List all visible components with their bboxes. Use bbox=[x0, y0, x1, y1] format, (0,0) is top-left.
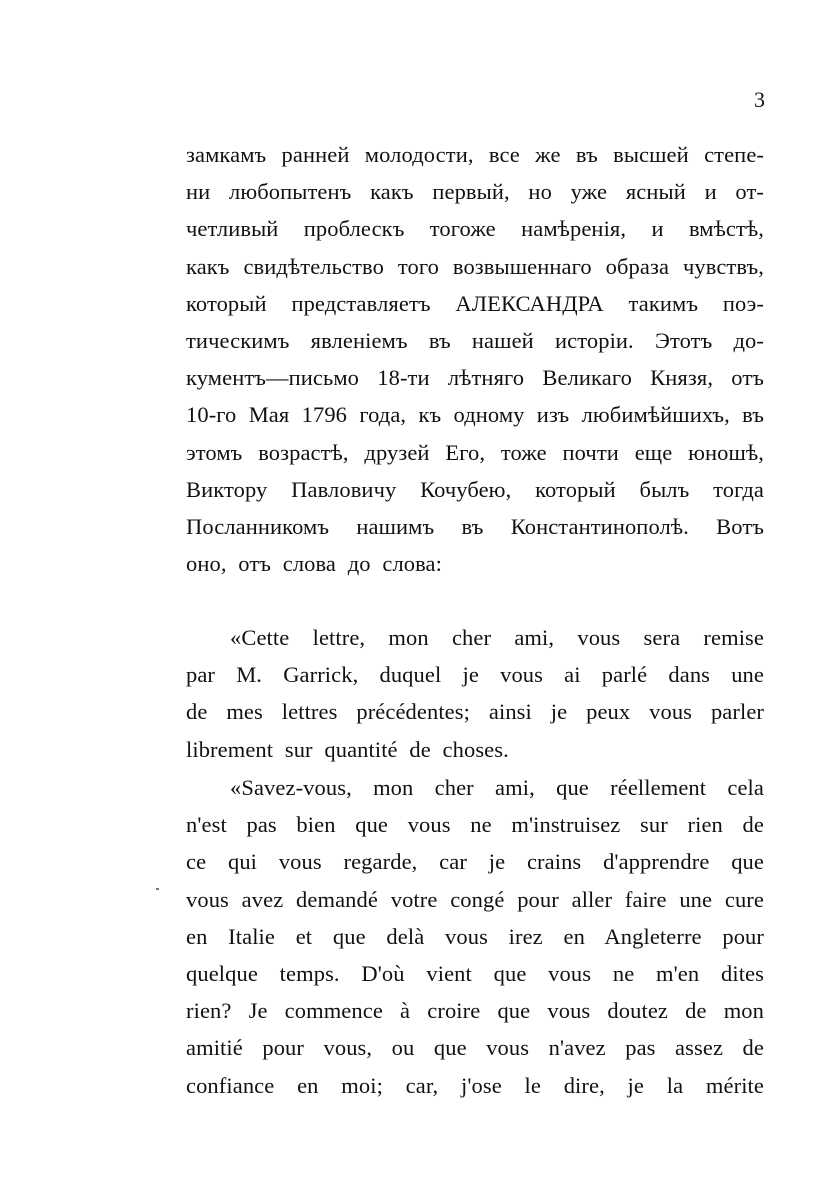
text-line: quelque temps. D'où vient que vous ne m'en dites bbox=[186, 960, 764, 986]
text-line: ce qui vous regarde, car je crains d'apprendre que bbox=[186, 849, 764, 875]
text-line: vous avez demandé votre congé pour aller faire une cure bbox=[186, 886, 764, 912]
text-line: amitié pour vous, ou que vous n'avez pas assez de bbox=[186, 1035, 764, 1061]
text-line: n'est pas bien que vous ne m'instruisez sur rien de bbox=[186, 812, 764, 838]
text-line: «Savez-vous, mon cher ami, que réellement cela bbox=[230, 775, 764, 800]
text-line: rien? Je commence à croire que vous doutez de mon bbox=[186, 998, 764, 1024]
text-line: Виктору Павловичу Кочубею, который былъ тогда bbox=[186, 476, 764, 502]
text-line: замкамъ ранней молодости, все же въ высшей степе- bbox=[186, 142, 764, 167]
text-line: librement sur quantité de choses. bbox=[186, 736, 509, 762]
text-line: который представляетъ АЛЕКСАНДРА такимъ поэ- bbox=[186, 290, 764, 316]
text-line: en Italie et que delà vous irez en Angleterre pour bbox=[186, 923, 764, 949]
text-line: этомъ возрастѣ, друзей Его, тоже почти еще юношѣ, bbox=[186, 439, 764, 465]
french-paragraph-2 bbox=[186, 769, 764, 1104]
russian-paragraph bbox=[186, 136, 764, 582]
french-paragraph-1 bbox=[186, 619, 764, 768]
text-line: par M. Garrick, duquel je vous ai parlé dans une bbox=[186, 662, 764, 688]
scan-speck bbox=[156, 888, 159, 890]
text-line: ни любопытенъ какъ первый, но уже ясный и от- bbox=[186, 179, 764, 205]
text-line: «Cette lettre, mon cher ami, vous sera remise bbox=[230, 625, 764, 650]
text-line: четливый проблескъ тогоже намѣренія, и вмѣстѣ, bbox=[186, 216, 764, 242]
text-line: кументъ—письмо 18-ти лѣтняго Великаго Князя, отъ bbox=[186, 365, 764, 391]
page-number: 3 bbox=[754, 87, 765, 112]
text-line: confiance en moi; car, j'ose le dire, je la mérite bbox=[186, 1072, 764, 1098]
text-line: 10-го Мая 1796 года, къ одному изъ любимѣйшихъ, въ bbox=[186, 402, 764, 428]
text-line: оно, отъ слова до слова: bbox=[186, 551, 442, 577]
text-line: тическимъ явленіемъ въ нашей исторіи. Этотъ до- bbox=[186, 327, 764, 353]
text-line: Посланникомъ нашимъ въ Константинополѣ. Вотъ bbox=[186, 513, 764, 539]
text-line: de mes lettres précédentes; ainsi je peux vous parler bbox=[186, 699, 764, 725]
text-line: какъ свидѣтельство того возвышеннаго образа чувствъ, bbox=[186, 253, 764, 279]
